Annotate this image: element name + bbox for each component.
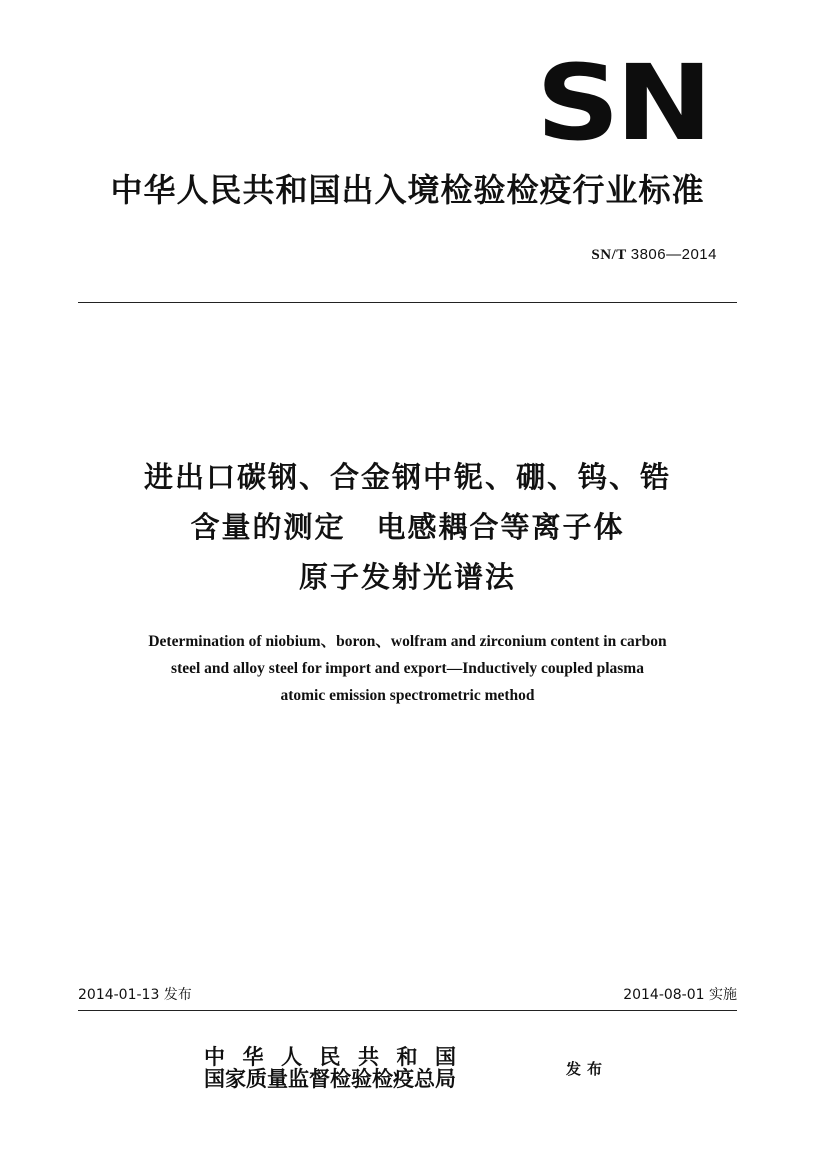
- chinese-title: [0, 452, 815, 602]
- issue-label: 发布: [566, 1060, 609, 1078]
- chinese-title-line-1: 进出口碳钢、合金钢中铌、硼、钨、锆: [143, 460, 671, 494]
- top-divider: [78, 302, 737, 303]
- english-title-line-2: steel and alloy steel for import and export—Inductively coupled plasma: [171, 660, 644, 677]
- issuer-line-1: 中华人民共和国: [204, 1044, 474, 1069]
- organization-title: 中华人民共和国出入境检验检疫行业标准: [110, 171, 705, 209]
- standard-code: 3806—2014: [630, 246, 717, 263]
- issuing-authority: [204, 1046, 474, 1090]
- chinese-title-line-3: 原子发射光谱法: [298, 560, 516, 594]
- chinese-title-line-2: 含量的测定 电感耦合等离子体: [190, 510, 625, 544]
- english-title: [0, 628, 815, 709]
- english-title-line-3: atomic emission spectrometric method: [280, 687, 535, 704]
- english-title-line-1: Determination of niobium、boron、wolfram and zirconium content in carbon: [148, 633, 667, 650]
- sn-logo: SN: [536, 42, 709, 164]
- issue-date: 2014-01-13 发布: [78, 987, 192, 1003]
- bottom-divider: [78, 1010, 737, 1011]
- implementation-date: 2014-08-01 实施: [623, 987, 737, 1003]
- standard-number: [591, 246, 717, 264]
- issuer-line-2: 国家质量监督检验检疫总局: [204, 1066, 456, 1091]
- standard-prefix: SN/T: [591, 247, 627, 263]
